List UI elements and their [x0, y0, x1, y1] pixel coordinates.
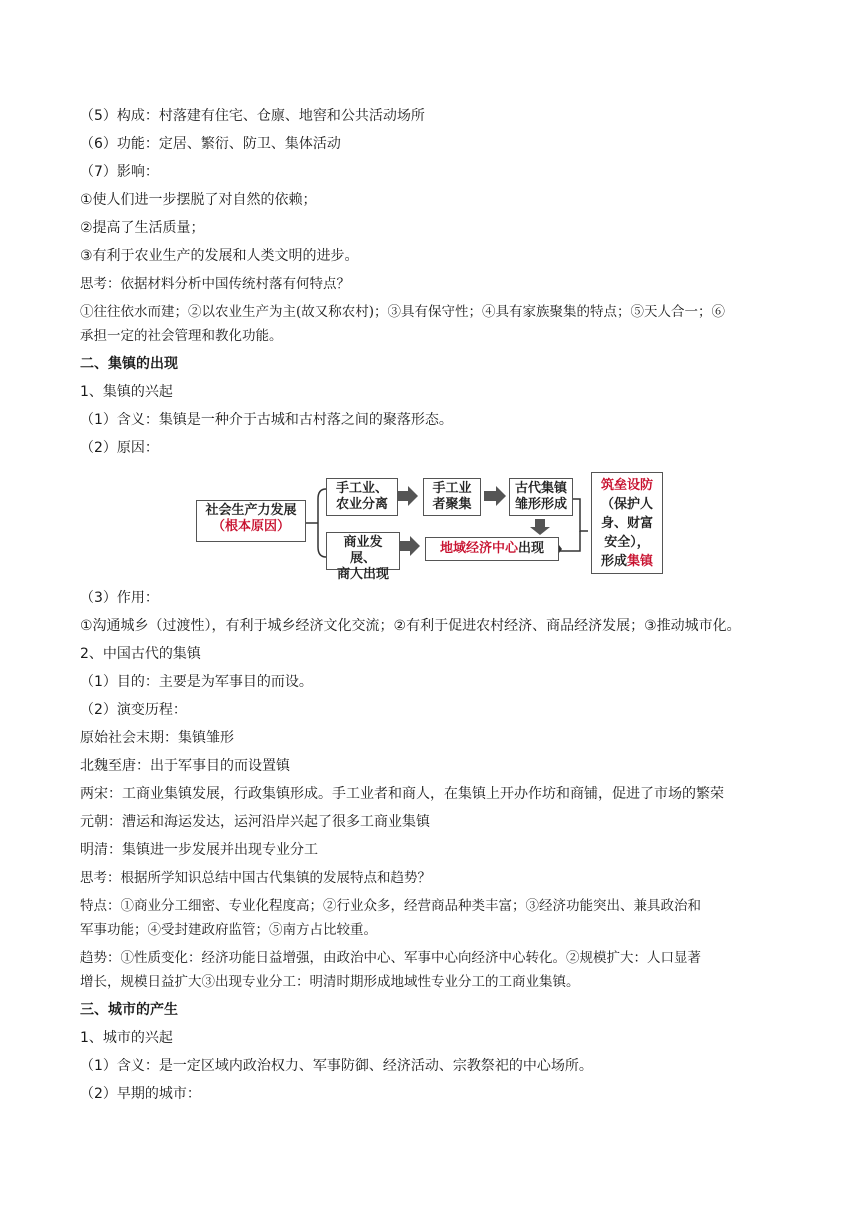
village-think-answer-1: ①往往依水而建；②以农业生产为主(故又称农村)；③具有保守性；④具有家族聚集的特点；⑤天人合一；⑥: [80, 304, 726, 320]
evolution-stage: 明清：集镇进一步发展并出现专业分工: [80, 842, 318, 858]
evolution-stage: 两宋：工商业集镇发展，行政集镇形成。手工业者和商人，在集镇上开办作坊和商铺，促进了市场的繁荣: [80, 786, 724, 802]
market-town-purpose: （1）目的：主要是为军事目的而设。: [80, 674, 313, 690]
diagram-box-econ-center: [425, 537, 559, 561]
box-text: 古代集镇: [514, 481, 567, 496]
box-text: 手工业: [432, 481, 472, 496]
ancient-market-town-heading: 2、中国古代的集镇: [80, 646, 201, 662]
village-think-question: 思考：依据材料分析中国传统村落有何特点？: [80, 276, 350, 292]
box-text: 商业发展、: [343, 535, 383, 566]
market-town-cause-diagram: [194, 471, 664, 582]
root-label: 社会生产力发展: [205, 503, 297, 518]
early-city-label: （2）早期的城市：: [80, 1086, 201, 1102]
impact-item-1: ①使人们进一步摆脱了对自然的依赖；: [80, 192, 317, 208]
diagram-box-craft-agri: [326, 478, 398, 516]
box-text: 商人出现: [336, 567, 389, 582]
impact-item-2: ②提高了生活质量；: [80, 220, 205, 236]
market-town-rise: 1、集镇的兴起: [80, 384, 173, 400]
diagram-box-commerce: [326, 532, 400, 582]
market-town-features-1: 特点：①商业分工细密、专业化程度高；②行业众多，经营商品种类丰富；③经济功能突出、兼具政治和: [80, 898, 701, 914]
market-town-role-label: （3）作用：: [80, 590, 159, 606]
evolution-stage: 原始社会末期：集镇雏形: [80, 730, 234, 746]
diagram-root-box: [196, 500, 306, 542]
box-text: 者聚集: [432, 497, 472, 512]
village-function: （6）功能：定居、繁衍、防卫、集体活动: [80, 136, 341, 152]
box-text: 农业分离: [335, 497, 388, 512]
market-town-features-2: 军事功能；④受封建政府监管；⑤南方占比较重。: [80, 922, 377, 938]
city-meaning: （1）含义：是一定区域内政治权力、军事防御、经济活动、宗教祭祀的中心场所。: [80, 1058, 593, 1074]
market-town-evolution-label: （2）演变历程：: [80, 702, 187, 718]
market-town-reason-label: （2）原因：: [80, 440, 159, 456]
market-town-think-question: 思考：根据所学知识总结中国古代集镇的发展特点和趋势？: [80, 870, 431, 886]
village-think-answer-2: 承担一定的社会管理和教化功能。: [80, 328, 283, 344]
market-town-trend-1: 趋势：①性质变化：经济功能日益增强，由政治中心、军事中心向经济中心转化。②规模扩大：人口显著: [80, 950, 701, 966]
econ-center-red: 地域经济中心: [439, 541, 518, 556]
econ-center-text: 出现: [518, 541, 545, 556]
village-impact-label: （7）影响：: [80, 164, 159, 180]
section-heading-city: 三、城市的产生: [80, 1002, 178, 1018]
village-composition: （5）构成：村落建有住宅、仓廪、地窖和公共活动场所: [80, 108, 425, 124]
root-note: （根本原因）: [211, 519, 290, 534]
box-text: 安全），: [604, 535, 650, 550]
box-text: 雏形形成: [514, 497, 567, 512]
city-rise: 1、城市的兴起: [80, 1030, 173, 1046]
box-text: 身、财富: [600, 516, 653, 531]
impact-item-3: ③有利于农业生产的发展和人类文明的进步。: [80, 248, 359, 264]
box-text: （保护人: [600, 497, 653, 512]
fortify-title: 筑垒设防: [600, 478, 653, 493]
diagram-box-fortify: [591, 472, 663, 574]
market-town-red: 集镇: [627, 554, 654, 569]
diagram-box-artisans: [423, 478, 481, 516]
market-town-meaning: （1）含义：集镇是一种介于古城和古村落之间的聚落形态。: [80, 412, 453, 428]
evolution-stage: 元朝：漕运和海运发达，运河沿岸兴起了很多工商业集镇: [80, 814, 430, 830]
box-text: 手工业、: [335, 481, 388, 496]
box-text: 形成: [600, 554, 627, 569]
evolution-stage: 北魏至唐：出于军事目的而设置镇: [80, 758, 290, 774]
market-town-trend-2: 增长，规模日益扩大③出现专业分工：明清时期形成地域性专业分工的工商业集镇。: [80, 974, 580, 990]
section-heading-market-town: 二、集镇的出现: [80, 356, 178, 372]
diagram-box-prototype: [509, 478, 573, 516]
market-town-role-text: ①沟通城乡（过渡性），有利于城乡经济文化交流；②有利于促进农村经济、商品经济发展；③推动城市化。: [80, 618, 741, 634]
